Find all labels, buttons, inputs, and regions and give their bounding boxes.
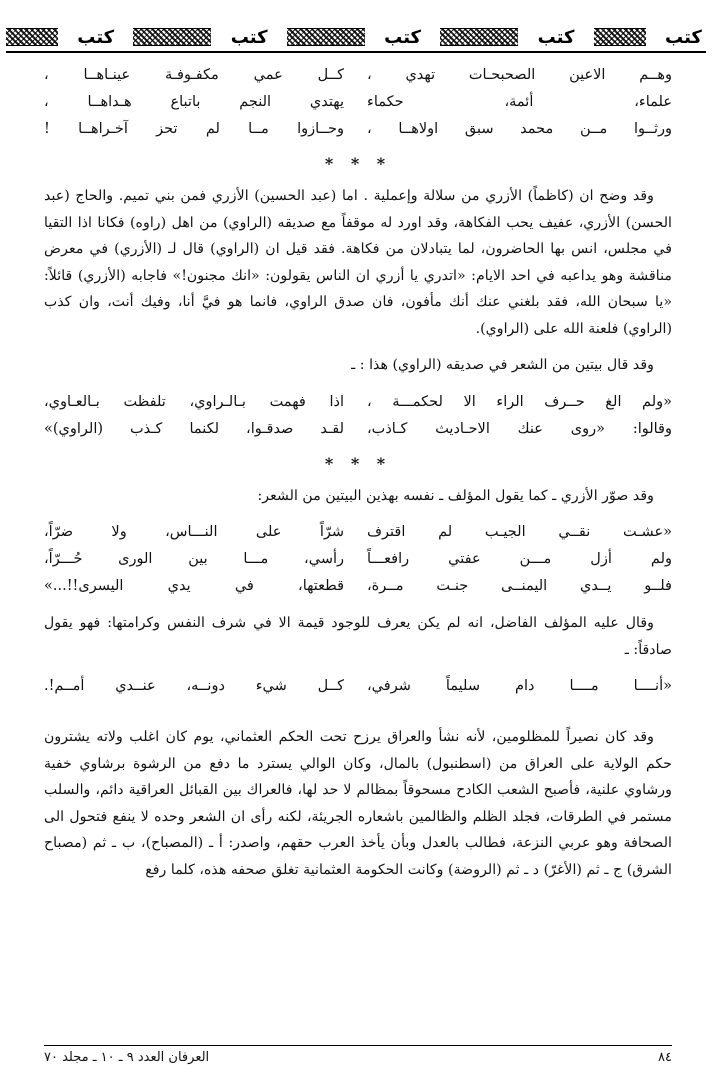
verse-line — [44, 573, 672, 600]
verse-line — [44, 673, 672, 700]
paragraph-text: وقد قال بيتين من الشعر في صديقه (الراوي) هذا : ـ — [351, 357, 654, 373]
page-header — [6, 24, 706, 50]
header-word: كتب — [77, 26, 115, 48]
verse-line — [44, 546, 672, 573]
body-paragraph — [44, 183, 672, 342]
body-paragraph — [44, 610, 672, 663]
verse-hemistich: ورثــوا مــن محمد سبق اولاهــا ، — [367, 121, 672, 137]
paragraph-text: وقال عليه المؤلف الفاضل، انه لم يكن يعرف للوجود قيمة الا في شرف النفس وكرامتها: فهو يقول صادقاً: ـ — [44, 615, 672, 658]
header-word: كتب — [384, 26, 422, 48]
paragraph-text: وقد كان نصيراً للمظلومين، لأنه نشأ والعراق يرزح تحت الحكم العثماني، يوم كان اغلب ولاته يشترون حكم الولاية على العراق من (اسطنبول) بالمال، وكان الوالي يسترد ما دفع من الرشوة برشاوي خفية ورشاوي علنية، فأصبح الشعب الكادح مسحوقاً بمظالم لا حد لها، فالعراك بين القبائل العراقية دائم، والسلب مستمر في الطرقات، فجلد الظلم والظالمين باشعاره الجريئة، لكنه رأى ان الشعر وحده لا ينفع فتحول الى الصحافة وهو عربي النزعة، فطالب بالعدل وبأن يأخذ العرب حقهم، واصدر: أ ـ (المصباح)، ب ـ ثم (مصباح الشرق) ج ـ ثم (الأغرّ) د ـ ثم (الروضة) وكانت الحكومة العثمانية تغلق صحفه هذه، كلما رفع — [44, 729, 672, 878]
verse-line — [44, 389, 672, 416]
paragraph-text: وقد صوّر الأزري ـ كما يقول المؤلف ـ نفسه بهذين البيتين من الشعر: — [257, 487, 654, 504]
header-word: كتب — [230, 26, 268, 48]
verse-hemistich: لقـد صدقـوا، لكنما كـذب (الراوي)» — [44, 420, 344, 437]
header-word: كتب — [537, 26, 575, 48]
verse-hemistich: فلــو يــدي اليمنــى جنـت مــرة، — [367, 578, 672, 594]
section-separator: * * * — [324, 154, 392, 173]
footer-rule — [44, 1045, 672, 1046]
header-ornament — [133, 28, 211, 46]
verse-line — [44, 519, 672, 546]
verse-hemistich: وقالوا: «روى عنك الاحـاديث كـاذب، — [367, 420, 672, 437]
verse-line — [44, 416, 672, 443]
verse-hemistich: «أنــــا مــــا دام سليماً شرفي، — [367, 678, 672, 694]
verse-hemistich: علماء، أئمة، حكماء — [367, 94, 672, 110]
header-word: كتب — [665, 26, 702, 48]
verse-hemistich: ولم أزل مـــن عفتي رافعـــاً — [367, 551, 672, 567]
body-paragraph — [44, 483, 672, 510]
page-number: ٨٤ — [658, 1050, 672, 1065]
verse-hemistich: «ولم الغ حــرف الراء الا لحكمـــة ، — [367, 393, 672, 410]
header-ornament — [440, 28, 518, 46]
header-ornament — [6, 28, 58, 46]
header-rule — [6, 51, 706, 53]
verse-line — [44, 116, 672, 143]
verse-hemistich: اذا فهمت بـالـراوي، تلفظت بـالعـاوي، — [44, 393, 344, 410]
verse-hemistich: كــل شيء دونــه، عنــدي أمــم!. — [44, 678, 344, 694]
verse-hemistich: «عشـت نقــي الجيـب لم اقترف — [367, 524, 672, 540]
verse-hemistich: وهــم الاعين الصحبحـات تهدي ، — [367, 67, 672, 83]
header-ornament — [287, 28, 365, 46]
journal-reference: العرفان العدد ٩ ـ ١٠ ـ مجلد ٧٠ — [44, 1050, 210, 1065]
body-paragraph — [44, 352, 672, 379]
section-separator: * * * — [324, 453, 392, 473]
header-ornament — [594, 28, 646, 46]
verse-line — [44, 89, 672, 116]
verse-hemistich: وحــازوا مــا لم تحز آخـراهــا ! — [44, 121, 344, 137]
verse-hemistich: شرّاً على النـــاس، ولا ضرّاً، — [44, 524, 344, 540]
verse-hemistich: يهتدي النجم باتباع هـداهــا ، — [44, 94, 344, 110]
body-paragraph — [44, 724, 672, 883]
main-content — [44, 62, 672, 883]
verse-hemistich: رأسي، مـــا بين الورى حُـــرّاً، — [44, 551, 344, 567]
verse-hemistich: كــل عمي مكفـوفـة عينـاهــا ، — [44, 67, 344, 83]
paragraph-text: وقد وضح ان (كاظماً) الأزري من سلالة وإعملية . اما (عبد الحسين) الأزري فمن بني تميم. والحاج (عبد الحسن) الأزري، عفيف يحب الفكاهة، وقد اورد له موقفاً مع صديقه (الراوي) من اهل (راوه) فكانا اذا التقيا في مجلس، انس بها الحاضرون، لما يتبادلان من فكاهة. فقد قيل ان (الراوي) قال لـ (الأزري) في معرض مناقشة وهو يداعبه في احد الايام: «اتدري يا أزري ان الناس يقولون: «انك مجنون!» فاجابه (الأزري) قائلاً: «يا سبحان الله، فقد بلغني عنك أنك مأفون، فان صدق الراوي، فانما هو فيَّ أنا، وفيك أنت، وان كذب (الراوي) فلعنة الله على (الراوي). — [44, 188, 672, 337]
verse-hemistich: قطعتها، في يدي اليسرى!!...» — [44, 578, 344, 594]
page-footer — [44, 1050, 672, 1072]
verse-line — [44, 62, 672, 89]
